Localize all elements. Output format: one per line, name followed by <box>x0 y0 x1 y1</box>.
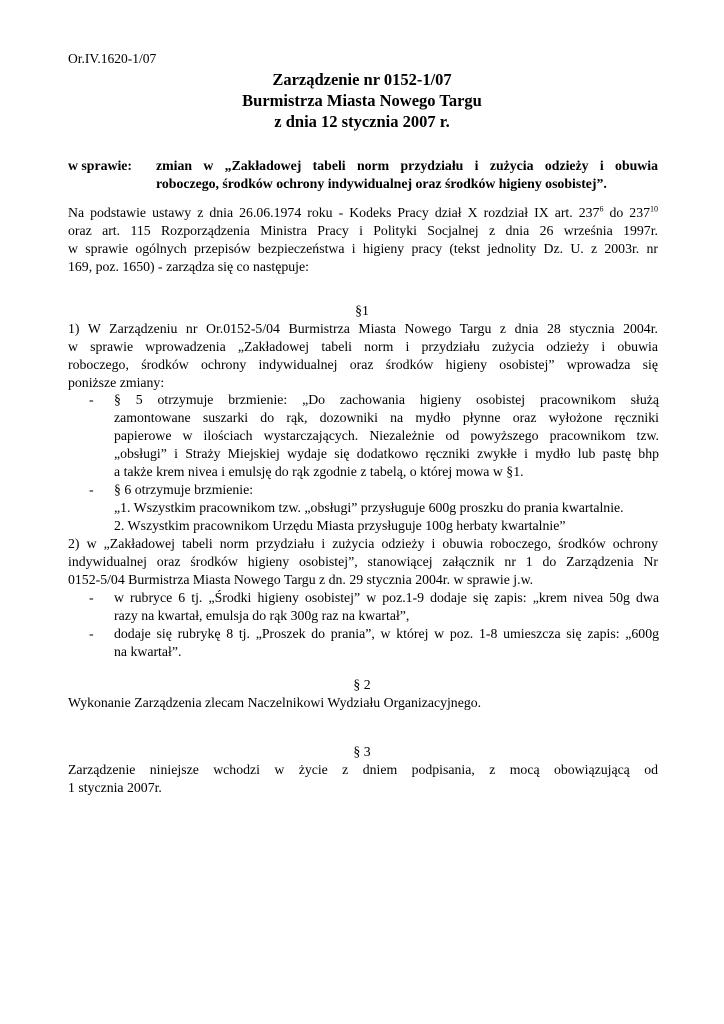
s1-p2-line-2: indywidualnej oraz środków higieny osobistej”, stanowiącej załącznik nr 1 do Zarządzenia Nr <box>68 554 658 569</box>
section-1-point-1 <box>68 320 658 392</box>
bullet-line: na kwartał”. <box>114 644 182 659</box>
subject-label: w sprawie: <box>68 158 132 173</box>
s3-line-2: 1 stycznia 2007r. <box>68 780 162 795</box>
bullet-dash: - <box>89 392 94 407</box>
s1-p1-line-1: 1) W Zarządzeniu nr Or.0152-5/04 Burmistrza Miasta Nowego Targu z dnia 28 stycznia 2004r. <box>68 321 658 336</box>
bullet-dash: - <box>89 626 94 641</box>
title-line-2: Burmistrza Miasta Nowego Targu <box>242 91 482 110</box>
section-3-text <box>68 761 658 797</box>
bullet-line: 2. Wszystkim pracownikom Urzędu Miasta przysługuje 100g herbaty kwartalnie” <box>114 518 566 533</box>
basis-line-1 <box>68 204 658 222</box>
section-1-point-2 <box>68 535 658 589</box>
bullet-dash: - <box>89 590 94 605</box>
s3-line-1: Zarządzenie niniejsze wchodzi w życie z dniem podpisania, z mocą obowiązującą od <box>68 762 658 777</box>
section-3-heading: § 3 <box>353 744 371 759</box>
bullet-body <box>114 589 659 625</box>
s1-p2-line-1: 2) w „Zakładowej tabeli norm przydziału i zużycia odzieży i obuwia roboczego, środków ochrony <box>68 536 658 551</box>
basis-line-2: oraz art. 115 Rozporządzenia Ministra Pracy i Polityki Socjalnej z dnia 26 września 1997r. <box>68 223 658 238</box>
s1-p1-line-2: w sprawie wprowadzenia „Zakładowej tabeli norm i przydziału zużycia odzieży i obuwia <box>68 339 658 354</box>
s1-p2-line-3: 0152-5/04 Burmistrza Miasta Nowego Targu z dn. 29 stycznia 2004r. w sprawie j.w. <box>68 572 534 587</box>
bullet-line: razy na kwartał, emulsja do rąk 300g raz na kwartał”, <box>114 608 410 623</box>
title-line-3: z dnia 12 stycznia 2007 r. <box>274 112 450 131</box>
basis-line-4: 169, poz. 1650) - zarządza się co następuje: <box>68 259 309 274</box>
bullet-body <box>114 625 659 661</box>
subject-line-1: zmian w „Zakładowej tabeli norm przydziału i zużycia odzieży i obuwia <box>156 158 658 173</box>
s2-line: Wykonanie Zarządzenia zlecam Naczelnikowi Wydziału Organizacyjnego. <box>68 695 482 710</box>
bullet-line: zamontowane suszarki do rąk, dozowniki na mydło płynne oraz wyłożone ręczniki <box>114 410 659 425</box>
basis-line-1-text-b: do 237 <box>603 205 651 220</box>
bullet-body <box>114 481 659 535</box>
superscript: 6 <box>599 204 604 214</box>
document-title <box>0 69 724 132</box>
reference-number: Or.IV.1620-1/07 <box>68 51 157 66</box>
s1-p1-line-4: poniższe zmiany: <box>68 375 165 390</box>
s1-p1-line-3: roboczego, środków ochrony indywidualnej oraz środków higieny osobistej” wprowadza się <box>68 357 658 372</box>
section-1-heading: §1 <box>355 303 369 318</box>
section-2-heading: § 2 <box>353 677 371 692</box>
bullet-body <box>114 391 659 481</box>
subject-line-2: roboczego, środków ochrony indywidualnej oraz środków higieny osobistej”. <box>156 176 607 191</box>
bullet-line: papierowe w ilościach wystarczających. Niezależnie od powyższego pracownikom tzw. <box>114 428 659 443</box>
bullet-line: § 6 otrzymuje brzmienie: <box>114 482 254 497</box>
basis-line-1-text: Na podstawie ustawy z dnia 26.06.1974 roku - Kodeks Pracy dział X rozdział IX art. 237 <box>68 205 600 220</box>
legal-basis-paragraph <box>68 204 658 276</box>
basis-line-3: w sprawie ogólnych przepisów bezpieczeństwa i higieny pracy (tekst jednolity Dz. U. z 2003r. nr <box>68 241 658 256</box>
superscript: 10 <box>650 204 659 214</box>
bullet-line: „obsługi” i Straży Miejskiej wydaje się dodatkowo ręczniki zwykłe i mydło lub pastę bhp <box>114 446 659 461</box>
section-2-text <box>68 694 658 712</box>
title-line-1: Zarządzenie nr 0152-1/07 <box>272 70 452 89</box>
bullet-line: § 5 otrzymuje brzmienie: „Do zachowania higieny osobistej pracownikom służą <box>114 392 659 407</box>
bullet-line: „1. Wszystkim pracownikom tzw. „obsługi” przysługuje 600g proszku do prania kwartalnie. <box>114 500 624 515</box>
subject-text <box>156 157 658 193</box>
bullet-line: dodaje się rubrykę 8 tj. „Proszek do prania”, w której w poz. 1-8 umieszcza się zapis: „600g <box>114 626 659 641</box>
bullet-line: a także krem nivea i emulsję do rąk zgodnie z tabelą, o której mowa w §1. <box>114 464 524 479</box>
bullet-line: w rubryce 6 tj. „Środki higieny osobistej” w poz.1-9 dodaje się zapis: „krem nivea 50g dwa <box>114 590 659 605</box>
bullet-dash: - <box>89 482 94 497</box>
